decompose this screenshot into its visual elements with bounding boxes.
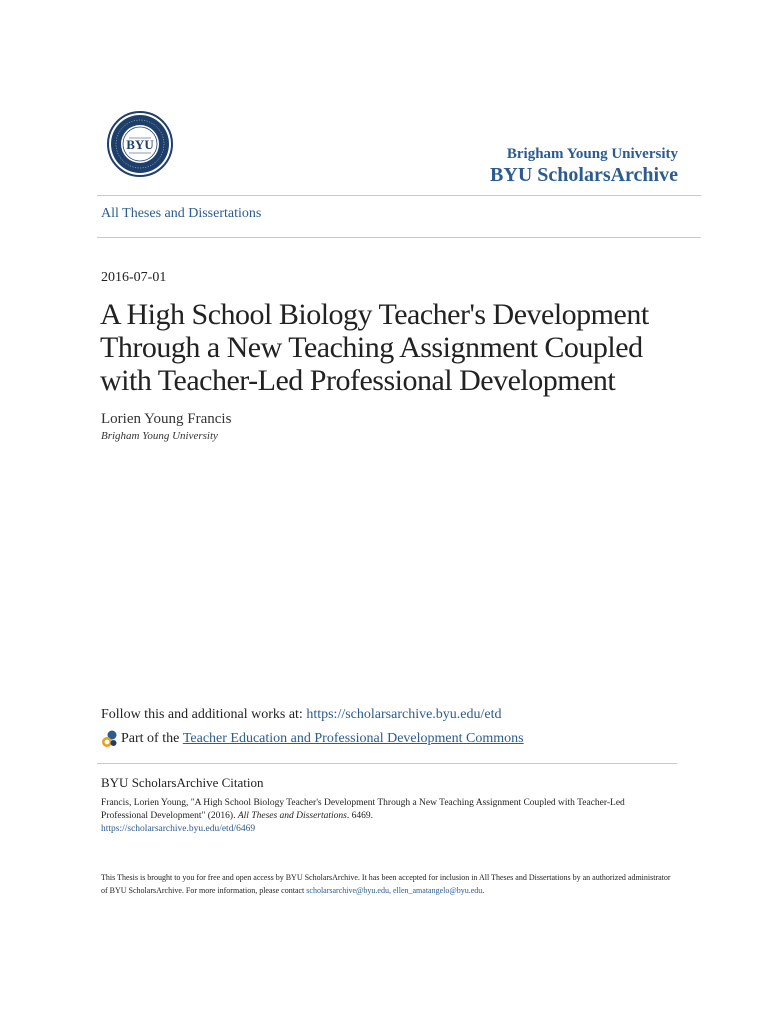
document-title: A High School Biology Teacher's Development Through a New Teaching Assignment Coupled with Teacher-Led Professional Development — [100, 298, 649, 397]
author-name: Lorien Young Francis — [101, 411, 232, 427]
series-link[interactable]: All Theses and Dissertations — [101, 206, 262, 221]
byu-seal-logo — [107, 111, 173, 177]
citation-series: All Theses and Dissertations — [237, 811, 347, 821]
publication-date: 2016-07-01 — [101, 270, 167, 285]
part-of-prefix: Part of the — [121, 731, 180, 746]
seal-monogram: BYU — [126, 137, 154, 152]
divider-top — [97, 195, 701, 196]
citation-text: Francis, Lorien Young, "A High School Biology Teacher's Development Through a New Teaching Assignment Coupled with Teacher-Led Professional Development" (2016). — [101, 798, 625, 821]
citation-number: . 6469. — [346, 811, 373, 821]
citation-body — [101, 797, 667, 836]
author-affiliation: Brigham Young University — [101, 430, 218, 442]
commons-link[interactable]: Teacher Education and Professional Development Commons — [182, 731, 524, 746]
follow-prefix: Follow this and additional works at: — [101, 707, 303, 722]
follow-line — [101, 707, 502, 723]
contact-email-links[interactable]: scholarsarchive@byu.edu, ellen_amatangelo@byu.edu — [306, 886, 483, 895]
part-of-line — [101, 730, 524, 748]
citation-heading: BYU ScholarsArchive Citation — [101, 775, 264, 790]
follow-url-link[interactable]: https://scholarsarchive.byu.edu/etd — [306, 707, 502, 722]
commons-network-icon — [101, 730, 119, 748]
institution-block — [490, 146, 678, 187]
divider-series — [97, 237, 701, 238]
institution-name[interactable]: Brigham Young University — [506, 146, 678, 162]
access-notice — [101, 871, 671, 897]
archive-name[interactable]: BYU ScholarsArchive — [490, 164, 678, 186]
notice-text: This Thesis is brought to you for free and open access by BYU ScholarsArchive. It has been accepted for inclusion in All Theses and Dissertations by an authorized administrator of BYU ScholarsArchive. For more information, please contact — [101, 873, 671, 895]
notice-end: . — [482, 886, 485, 895]
divider-citation — [97, 763, 677, 764]
citation-url-link[interactable]: https://scholarsarchive.byu.edu/etd/6469 — [101, 824, 256, 834]
